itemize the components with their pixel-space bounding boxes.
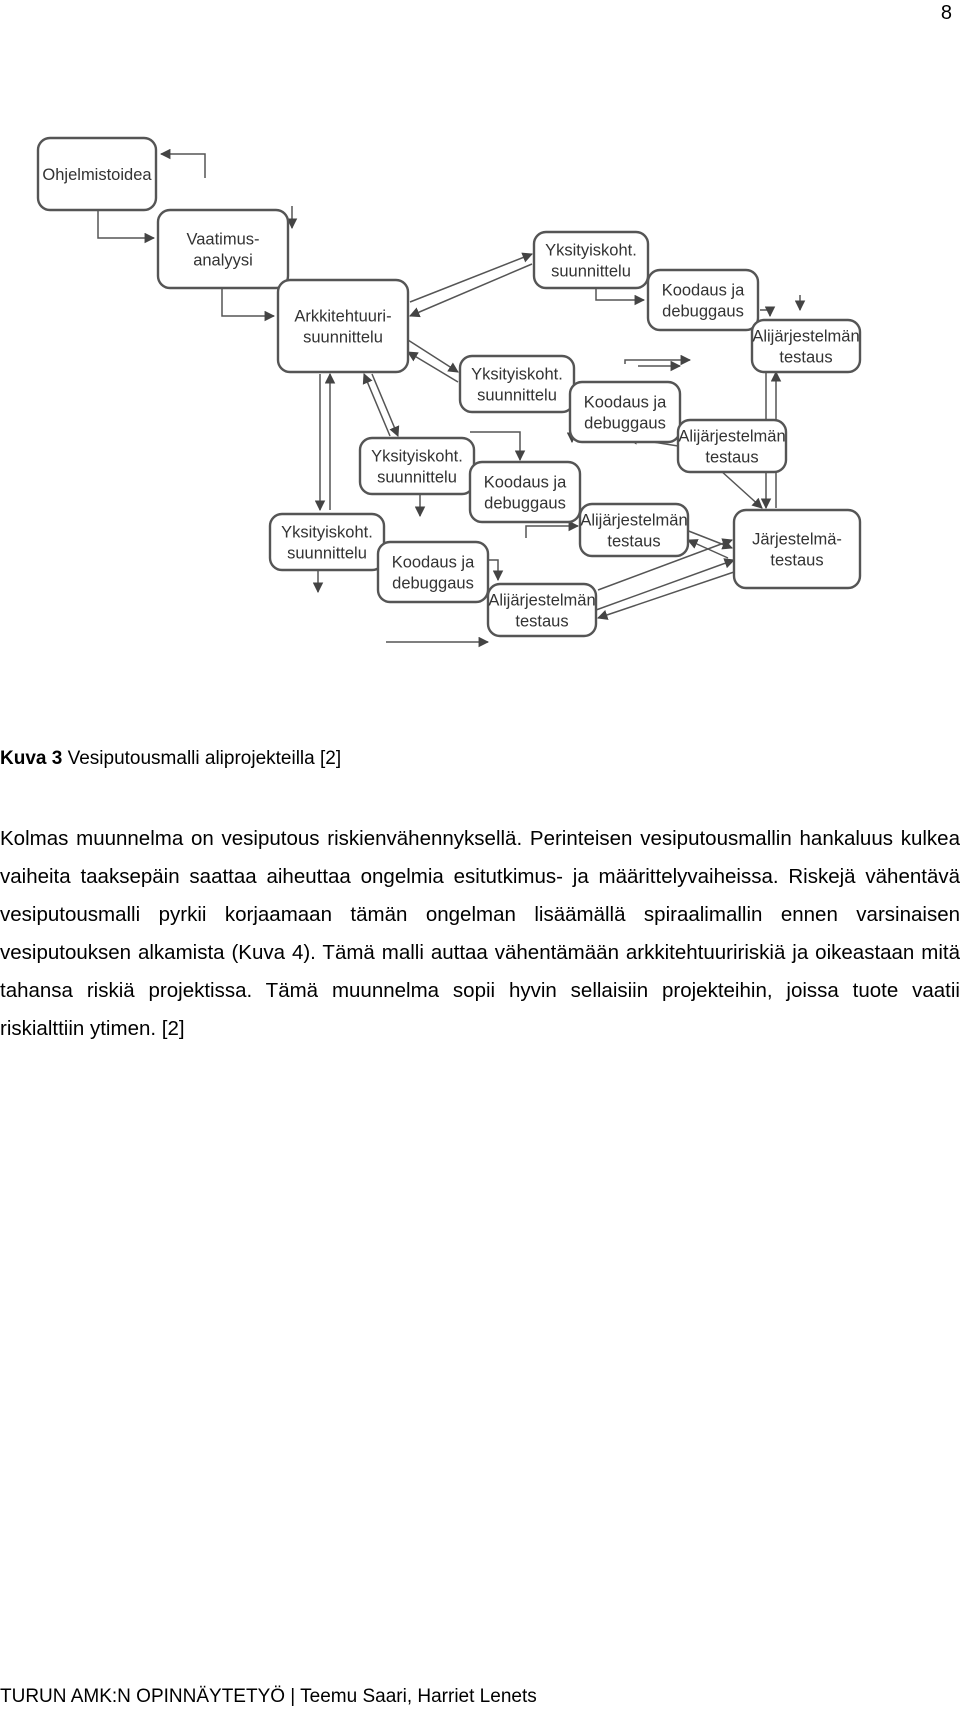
node-label: Ohjelmistoidea [42,166,152,184]
node-label: Arkkitehtuuri- [294,307,392,326]
connector-arrow [410,254,532,302]
page-number: 8 [940,2,952,24]
connector-arrow [222,288,274,316]
node-label: Koodaus ja [661,281,745,300]
node-yks4 [270,514,384,570]
connector-arrow [625,360,690,364]
connector-arrow [596,288,644,300]
connector-arrow [470,432,520,460]
node-label: Yksityiskoht. [281,523,373,542]
node-label: Alijärjestelmän [678,427,786,446]
node-vaatimus [158,210,288,288]
connector-arrow [488,560,498,580]
node-yks2 [460,356,574,412]
connector-arrow [686,530,732,548]
node-label: Yksityiskoht. [371,447,463,466]
caption-label: Kuva 3 [0,748,63,769]
node-label: suunnittelu [477,386,557,405]
node-label: testaus [607,532,661,551]
node-box [378,542,488,602]
node-label: analyysi [193,251,253,270]
connector-arrow [364,374,390,436]
connector-arrow [760,310,770,316]
node-jarjestelma [734,510,860,588]
node-kood4 [378,542,488,602]
node-label: Koodaus ja [391,553,475,572]
node-label: Alijärjestelmän [488,591,596,610]
node-label: Alijärjestelmän [752,327,860,346]
connector-arrow [596,560,734,610]
node-arkkitehtuuri [278,280,408,372]
node-label: Koodaus ja [583,393,667,412]
node-box [158,210,288,288]
node-yks1 [534,232,648,288]
node-label: Vaatimus- [186,230,260,249]
node-ali4 [488,584,596,636]
connector-arrow [410,264,532,316]
waterfall-diagram [0,120,900,720]
connector-arrow [161,154,205,178]
node-label: testaus [705,448,759,467]
node-ali3 [580,504,688,556]
connector-arrow [526,526,578,538]
node-label: testaus [779,348,833,367]
connector-arrow [720,470,762,508]
caption-text: Vesiputousmalli aliprojekteilla [2] [62,748,342,769]
node-ali1 [752,320,860,372]
figure-caption [0,748,341,770]
page-footer: TURUN AMK:N OPINNÄYTETYÖ | Teemu Saari, Harriet Lenets [0,1686,537,1707]
node-ohjelmistoidea [38,138,156,210]
node-box [570,382,680,442]
node-label: Koodaus ja [483,473,567,492]
node-label: Yksityiskoht. [545,241,637,260]
node-kood1 [648,270,758,330]
node-label: suunnittelu [287,544,367,563]
node-label: debuggaus [392,574,474,593]
node-kood2 [570,382,680,442]
node-label: suunnittelu [551,262,631,281]
node-label: debuggaus [584,414,666,433]
connector-arrow [98,210,154,238]
node-kood3 [470,462,580,522]
node-label: testaus [515,612,569,631]
node-label: Yksityiskoht. [471,365,563,384]
body-paragraph: Kolmas muunnelma on vesiputous riskienvähennyksellä. Perinteisen vesiputousmallin hankaluus kulkea vaiheita taaksepäin saattaa aiheuttaa ongelmia esitutkimus- ja määrittelyvaiheissa. Riskejä vähentävä vesiputousmalli pyrkii korjaamaan tämän ongelman lisäämällä spiraalimallin ennen varsinaisen vesiputouksen alkamista (Kuva 4). Tämä malli auttaa vähentämään arkkitehtuuririskiä ja oikeastaan mitä tahansa riskiä projektissa. Tämä muunnelma sopii hyvin sellaisiin projekteihin, joissa tuote vaatii riskialttiin ytimen. [2] [0,827,960,1040]
node-yks3 [360,438,474,494]
node-label: debuggaus [484,494,566,513]
node-label: Alijärjestelmän [580,511,688,530]
connector-arrow [372,374,398,436]
node-label: suunnittelu [303,328,383,347]
waterfall-subprojects-figure [0,120,900,720]
node-box [278,280,408,372]
node-box [734,510,860,588]
node-label: suunnittelu [377,468,457,487]
node-ali2 [678,420,786,472]
node-box [470,462,580,522]
connector-arrow [598,572,734,618]
node-label: testaus [770,551,824,570]
node-label: Järjestelmä- [752,530,842,549]
node-label: debuggaus [662,302,744,321]
node-box [648,270,758,330]
